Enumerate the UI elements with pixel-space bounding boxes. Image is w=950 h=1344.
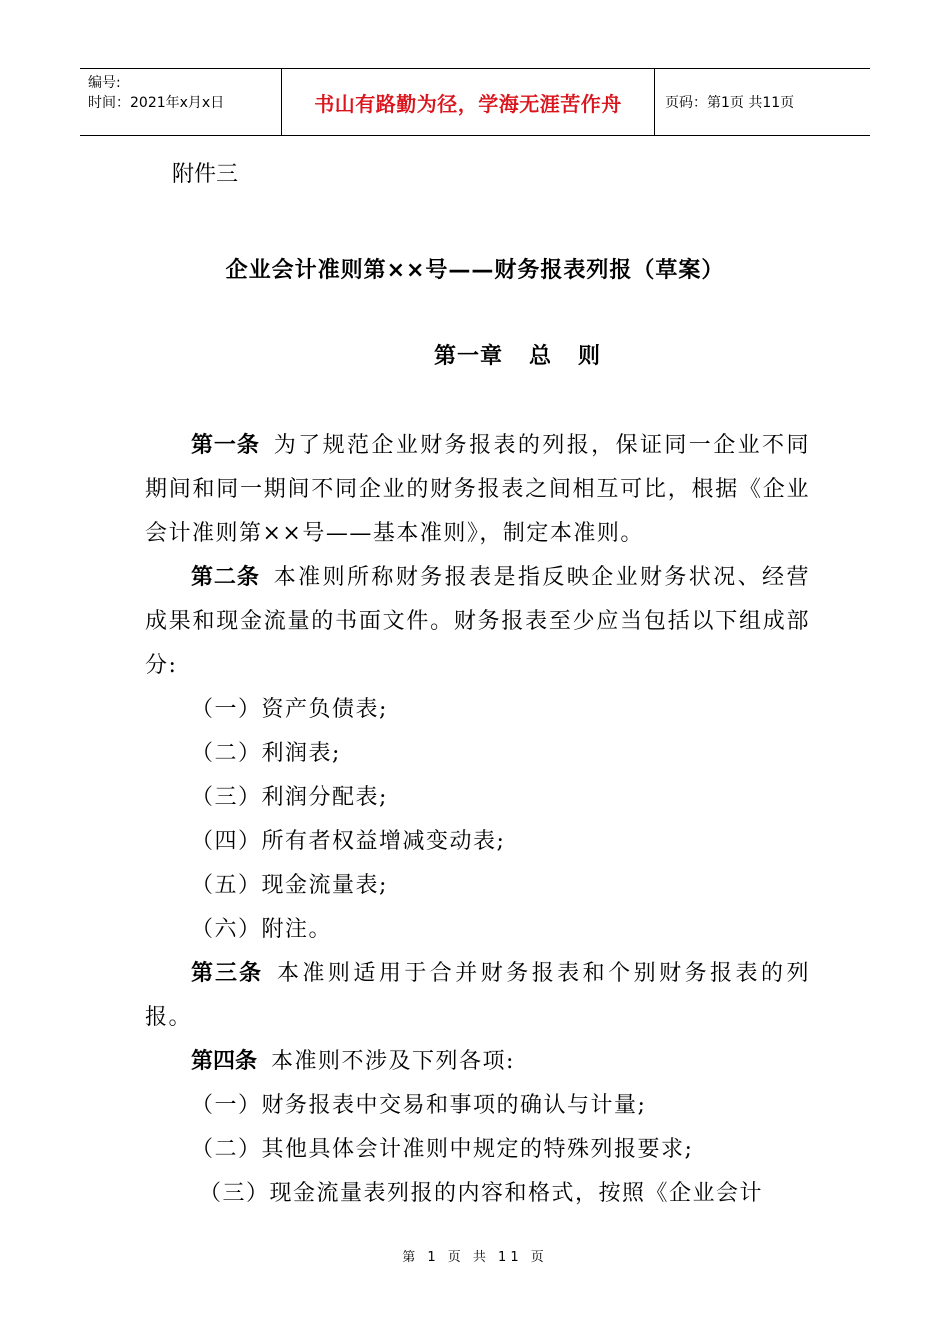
header-motto: 书山有路勤为径，学海无涯苦作舟 [282,69,655,135]
article-text: 本准则适用于合并财务报表和个别财务报表的列报。 [145,961,810,1030]
document-body [145,424,810,1216]
chapter-title: 第一章 总 则 [434,344,601,369]
list-item: （二）利润表; [191,741,341,766]
article-number: 第四条 [191,1049,258,1074]
article-3 [145,952,810,1040]
article-4 [145,1040,810,1084]
document-title: 企业会计准则第××号——财务报表列报（草案） [225,258,725,283]
list-item: （五）现金流量表; [191,873,388,898]
article-text: 本准则所称财务报表是指反映企业财务状况、经营成果和现金流量的书面文件。财务报表至少应当包括以下组成部分: [145,565,810,678]
list-item: （三）利润分配表; [191,785,388,810]
page-footer: 第 1 页 共 11 页 [402,1250,548,1265]
page-header [80,68,870,136]
article-1 [145,424,810,556]
article-number: 第三条 [191,961,263,986]
article-text: 为了规范企业财务报表的列报，保证同一企业不同期间和同一期间不同企业的财务报表之间相互可比，根据《企业会计准则第××号——基本准则》，制定本准则。 [145,433,810,546]
list-item: （六）附注。 [191,917,333,942]
list-item: （三）现金流量表列报的内容和格式，按照《企业会计 [199,1181,764,1206]
header-page-info: 页码：第1页 共11页 [665,95,795,111]
header-meta [80,69,282,135]
article-2 [145,556,810,688]
annex-label: 附件三 [172,162,239,187]
document-date: 时间：2021年x月x日 [88,95,225,111]
article-text: 本准则不涉及下列各项: [271,1049,515,1074]
list-item: （四）所有者权益增减变动表; [191,829,506,854]
list-item: （二）其他具体会计准则中规定的特殊列报要求; [191,1137,694,1162]
list-item: （一）财务报表中交易和事项的确认与计量; [191,1093,647,1118]
article-number: 第一条 [191,433,260,458]
list-item: （一）资产负债表; [191,697,388,722]
article-number: 第二条 [191,565,260,590]
document-number-label: 编号: [88,75,121,91]
